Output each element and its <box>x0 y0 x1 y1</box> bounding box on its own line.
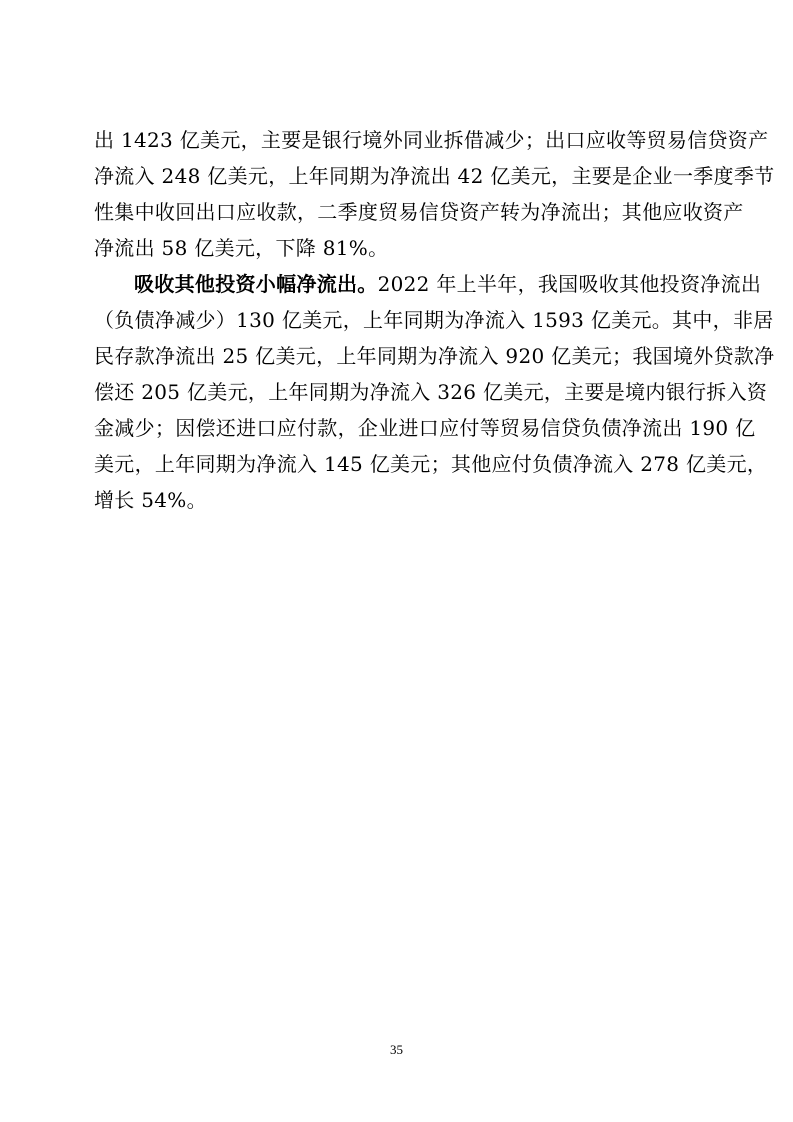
paragraph-2-first-line-text: 2022 年上半年，我国吸收其他投资净流出 <box>377 272 762 296</box>
paragraph-1-line-1: 出 1423 亿美元，主要是银行境外同业拆借减少；出口应收等贸易信贷资产 <box>94 128 769 152</box>
paragraph-2-line-6: 美元，上年同期为净流入 145 亿美元；其他应付负债净流入 278 亿美元， <box>94 452 768 476</box>
paragraph-2-line-1 <box>134 266 762 302</box>
paragraph-1-line-4: 净流出 58 亿美元，下降 81%。 <box>94 236 389 260</box>
page-number: 35 <box>390 1042 403 1057</box>
paragraph-2-heading: 吸收其他投资小幅净流出。 <box>134 272 378 296</box>
paragraph-2-line-2: （负债净减少）130 亿美元，上年同期为净流入 1593 亿美元。其中，非居 <box>94 308 774 332</box>
paragraph-1-line-2: 净流入 248 亿美元，上年同期为净流出 42 亿美元，主要是企业一季度季节 <box>94 164 775 188</box>
paragraph-2-line-4: 偿还 205 亿美元，上年同期为净流入 326 亿美元，主要是境内银行拆入资 <box>94 380 768 404</box>
paragraph-2-line-5: 金减少；因偿还进口应付款，企业进口应付等贸易信贷负债净流出 190 亿 <box>94 416 756 440</box>
paragraph-2-line-3: 民存款净流出 25 亿美元，上年同期为净流入 920 亿美元；我国境外贷款净 <box>94 344 775 368</box>
paragraph-2-line-7: 增长 54%。 <box>94 488 207 512</box>
paragraph-1-line-3: 性集中收回出口应收款，二季度贸易信贷资产转为净流出；其他应收资产 <box>94 200 744 224</box>
